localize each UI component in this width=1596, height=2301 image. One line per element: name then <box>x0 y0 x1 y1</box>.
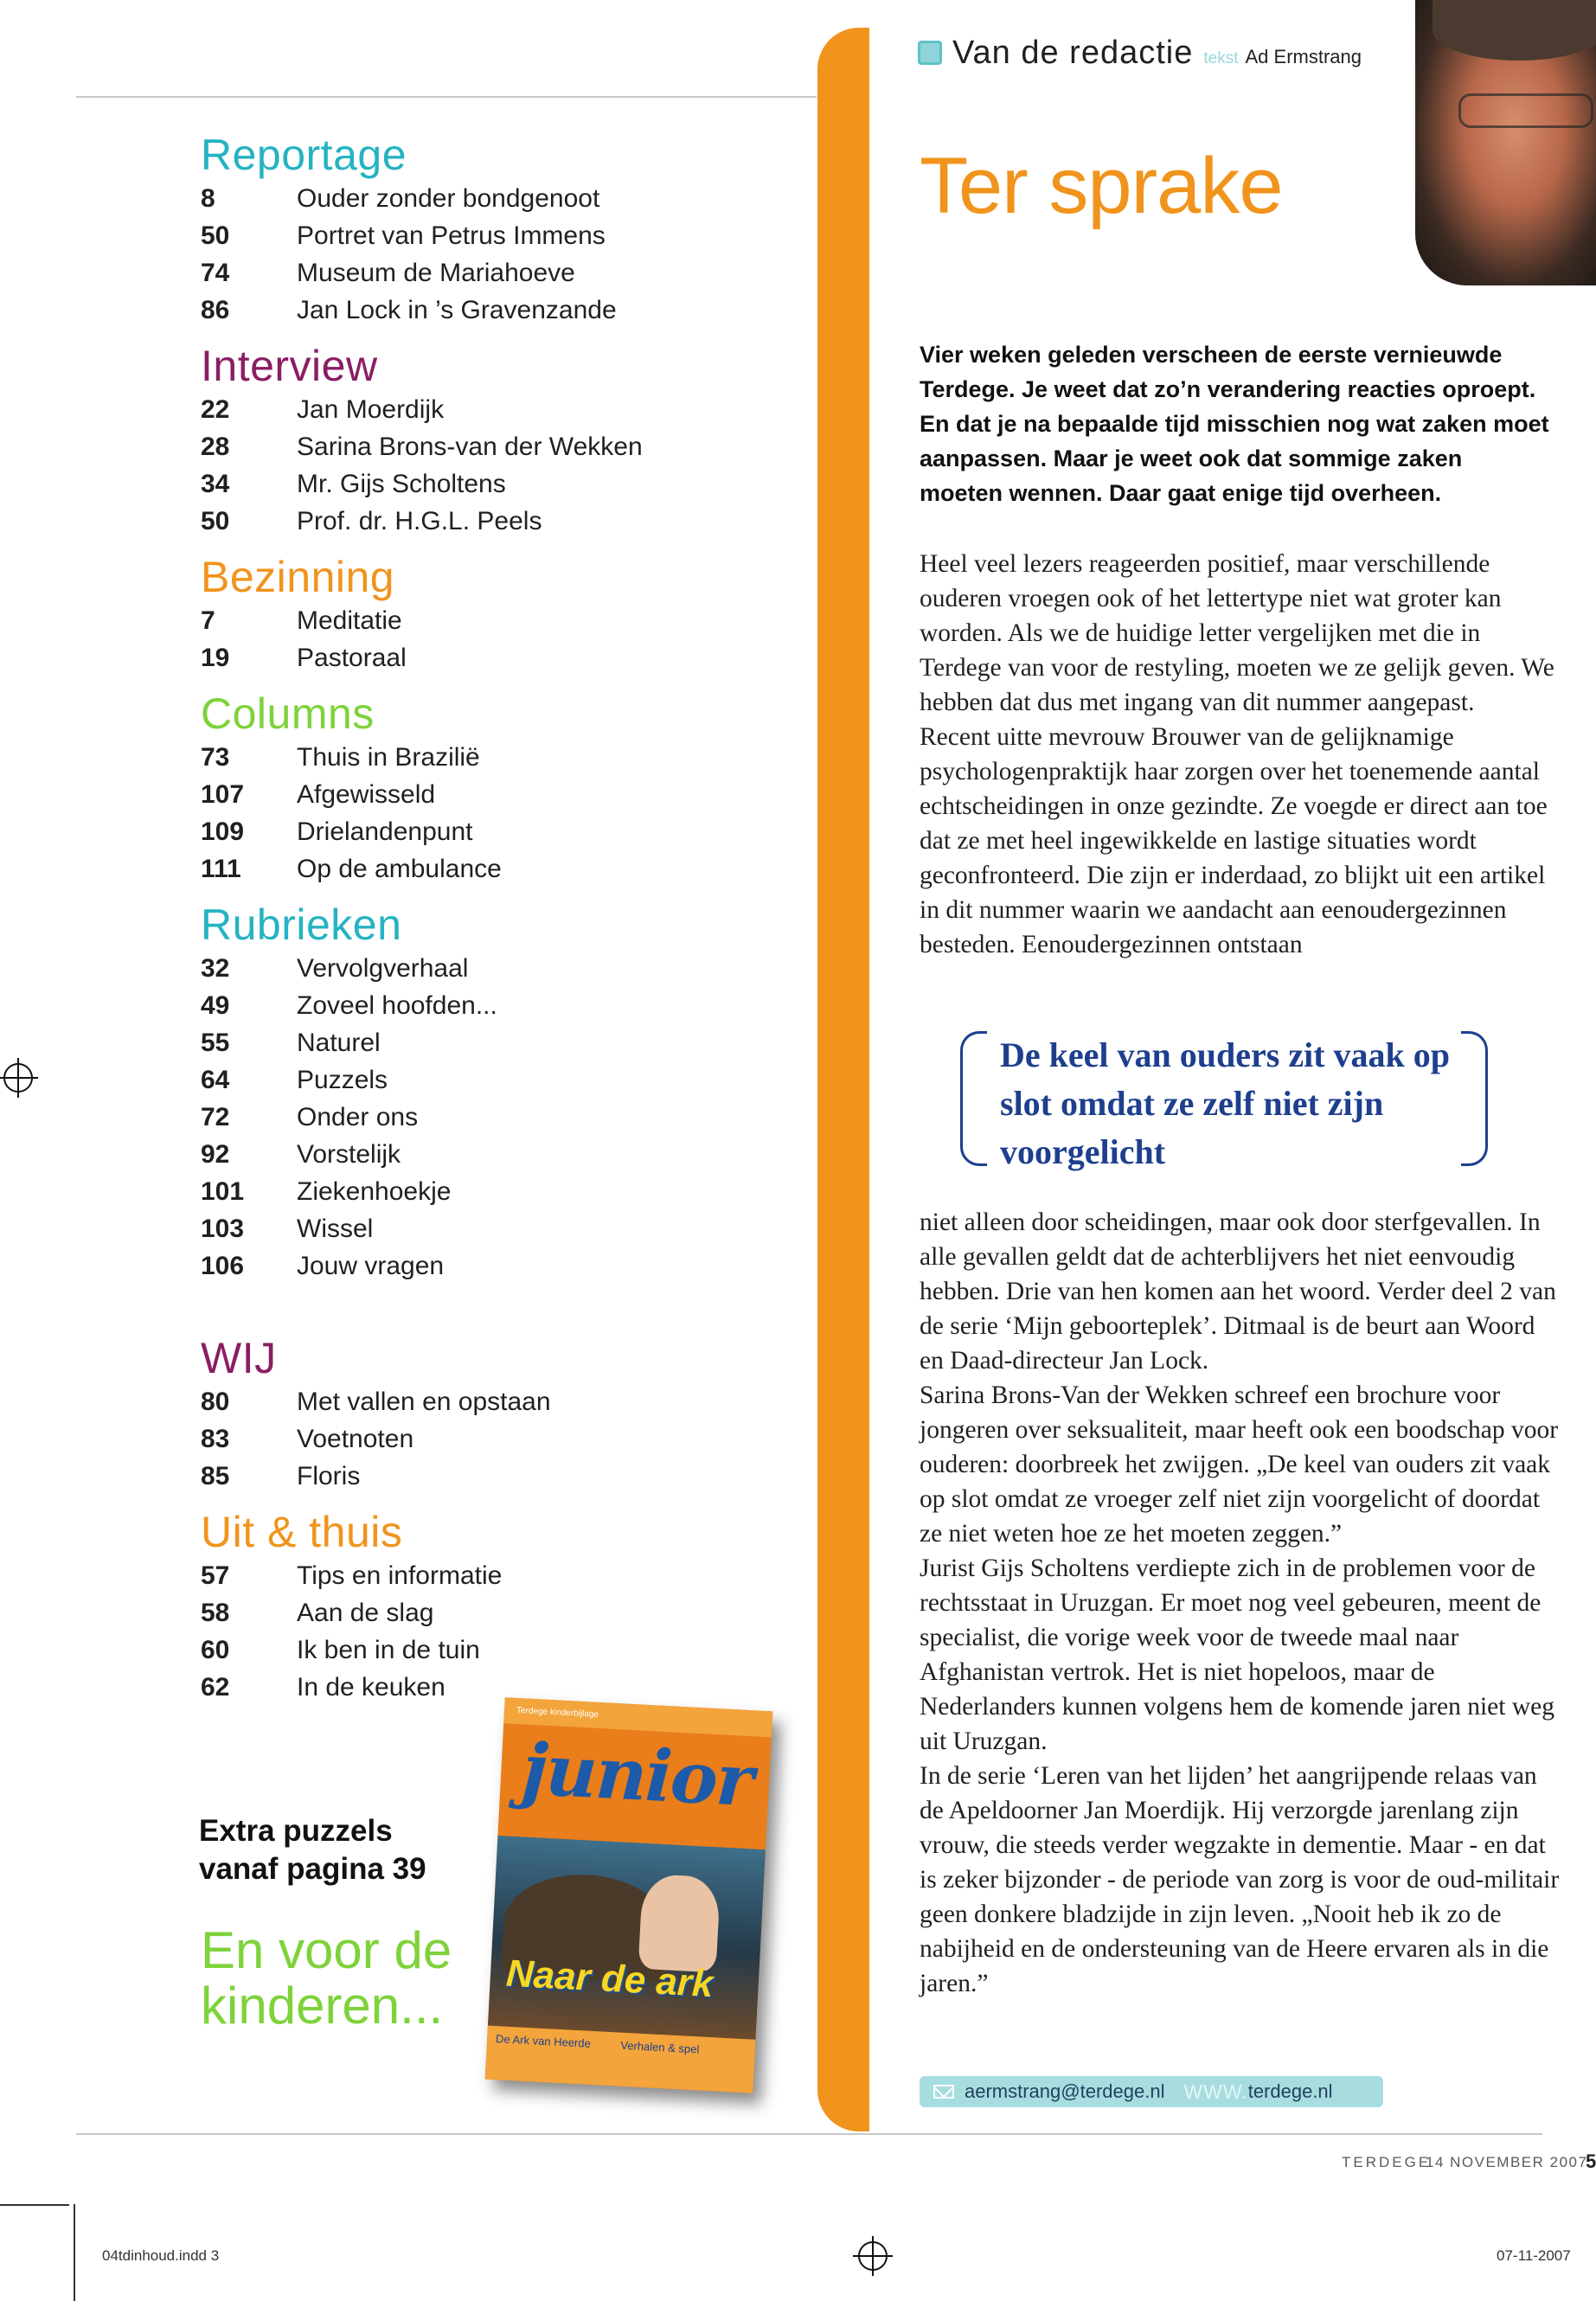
toc-title: Portret van Petrus Immens <box>297 221 606 250</box>
toc-row <box>201 739 789 776</box>
toc-page: 92 <box>201 1140 230 1169</box>
toc-row <box>201 1173 789 1210</box>
toc-title: Vorstelijk <box>297 1140 401 1169</box>
toc-row <box>201 1061 789 1099</box>
footer-magazine: TERDEGE <box>1342 2154 1432 2170</box>
cover-foot-left: De Ark van Heerde <box>495 2032 592 2050</box>
kids-line-2: kinderen... <box>201 1977 444 2035</box>
footer-date: 14 NOVEMBER 2007 <box>1426 2154 1588 2170</box>
toc-page: 111 <box>201 855 241 883</box>
toc-section-bezinning <box>201 552 789 676</box>
toc-page: 101 <box>201 1177 245 1206</box>
section-title: Rubrieken <box>201 901 402 949</box>
email-link[interactable]: aermstrang@terdege.nl <box>965 2080 1165 2102</box>
toc-title: Puzzels <box>297 1066 388 1094</box>
toc-title: Onder ons <box>297 1103 419 1131</box>
orange-divider-band <box>817 28 869 2131</box>
toc-row <box>201 1136 789 1173</box>
toc-row <box>201 1420 789 1458</box>
toc-row <box>201 987 789 1024</box>
toc-title: Naturel <box>297 1029 381 1057</box>
toc-row <box>201 1024 789 1061</box>
extra-line-2: vanaf pagina 39 <box>199 1852 426 1886</box>
toc-row <box>201 602 789 639</box>
slug-date: 07-11-2007 <box>1497 2247 1571 2264</box>
toc-title: Aan de slag <box>297 1599 434 1627</box>
extra-line-1: Extra puzzels <box>199 1814 393 1848</box>
toc-title: Prof. dr. H.G.L. Peels <box>297 507 542 535</box>
toc-title: Wissel <box>297 1215 374 1243</box>
toc-row <box>201 391 789 428</box>
junior-magazine-cover[interactable] <box>485 1697 773 2093</box>
toc-page: 106 <box>201 1252 245 1280</box>
toc-page: 7 <box>201 606 215 635</box>
article-intro: Vier weken geleden verscheen de eerste vernieuwde Terdege. Je weet dat zo’n verandering reacties oproept. En dat je na bepaalde tijd misschien nog wat zaken moet aanpassen. Maar je weet ook dat sommige zaken moeten wennen. Daar gaat enige tijd overheen. <box>920 342 1549 506</box>
toc-title: Jouw vragen <box>297 1252 445 1280</box>
portrait-hair <box>1433 0 1596 61</box>
toc-row <box>201 292 789 329</box>
toc-row <box>201 180 789 217</box>
toc-section-uit-thuis <box>201 1507 789 1706</box>
toc-page: 22 <box>201 395 230 424</box>
toc-page: 58 <box>201 1599 230 1627</box>
article-paragraph: Recent uitte mevrouw Brouwer van de gelijknamige psychologenpraktijk haar zorgen over het toenemende aantal echtscheidingen in onze gezindte. Ze voegde er direct aan toe dat ze met heel ingewikkelde en lastige situaties wordt geconfronteerd. Die zijn er inderdaad, zo blijkt uit een artikel in dit nummer waarin we aandacht aan eenoudergezinnen besteden. Eenoudergezinnen ontstaan <box>920 723 1548 958</box>
toc-page: 50 <box>201 221 230 250</box>
toc-title: Jan Moerdijk <box>297 395 445 424</box>
article-body-top <box>920 547 1560 962</box>
section-title: Reportage <box>201 131 407 179</box>
toc-title: Jan Lock in ’s Gravenzande <box>297 296 617 324</box>
toc-page: 107 <box>201 780 245 809</box>
toc-row <box>201 1383 789 1420</box>
toc-title: Floris <box>297 1462 361 1490</box>
article-paragraph: Jurist Gijs Scholtens verdiepte zich in de problemen voor de rechtsstaat in Uruzgan. Er moet nog veel gebeuren, meent de specialist, die vorige week voor de tweede maal naar Afghanistan vertrok. Het is niet hopeloos, maar de Nederlanders kunnen volgens hem de komende jaren niet weg uit Uruzgan. <box>920 1554 1554 1755</box>
page-number: 5 <box>1586 2150 1596 2172</box>
toc-title: Pastoraal <box>297 644 407 672</box>
toc-page: 73 <box>201 743 230 772</box>
author-portrait <box>1415 0 1596 285</box>
toc-section-interview <box>201 341 789 540</box>
toc-section-rubrieken <box>201 900 789 1285</box>
toc-row <box>201 503 789 540</box>
section-title: Interview <box>201 342 378 390</box>
toc-section-columns <box>201 689 789 888</box>
toc-title: Afgewisseld <box>297 780 436 809</box>
top-rule <box>76 96 817 98</box>
quote-bracket-right <box>1461 1031 1488 1166</box>
author-name: Ad Ermstrang <box>1245 46 1362 67</box>
crop-mark <box>0 2204 69 2206</box>
cover-strip-text: Terdege kinderbijlage <box>516 1705 599 1720</box>
tekst-label: tekst <box>1203 49 1239 67</box>
toc-row <box>201 1210 789 1247</box>
toc-page: 32 <box>201 954 230 983</box>
toc-title: Meditatie <box>297 606 402 635</box>
section-square-icon <box>918 41 942 65</box>
envelope-icon <box>933 2085 954 2099</box>
toc-page: 57 <box>201 1561 230 1590</box>
toc-title: Thuis in Brazilië <box>297 743 480 772</box>
child-shape <box>638 1874 721 1973</box>
toc-row <box>201 428 789 465</box>
quote-bracket-left <box>960 1031 987 1166</box>
cover-title: Naar de ark <box>504 1952 715 2006</box>
toc-title: Ziekenhoekje <box>297 1177 452 1206</box>
website-link[interactable]: terdege.nl <box>1247 2080 1333 2102</box>
www-label: WWW. <box>1183 2080 1248 2103</box>
toc-page: 19 <box>201 644 230 672</box>
toc-section-reportage <box>201 130 789 329</box>
toc-row <box>201 813 789 850</box>
toc-page: 86 <box>201 296 230 324</box>
toc-title: Op de ambulance <box>297 855 502 883</box>
section-title: Uit & thuis <box>201 1508 403 1556</box>
table-of-contents <box>201 130 789 1706</box>
toc-page: 64 <box>201 1066 230 1094</box>
registration-mark-icon <box>3 1063 33 1093</box>
toc-title: Met vallen en opstaan <box>297 1388 551 1416</box>
toc-page: 103 <box>201 1215 245 1243</box>
section-label: Van de redactie <box>952 35 1194 71</box>
toc-row <box>201 254 789 292</box>
section-title: Bezinning <box>201 553 395 601</box>
toc-row <box>201 217 789 254</box>
toc-title: Voetnoten <box>297 1425 414 1453</box>
toc-row <box>201 850 789 888</box>
toc-row <box>201 1669 789 1706</box>
pull-quote-text: De keel van ouders zit vaak op slot omdat ze zelf niet zijn voorgelicht <box>1000 1035 1450 1171</box>
toc-title: Drielandenpunt <box>297 817 473 846</box>
toc-row <box>201 950 789 987</box>
toc-title: Zoveel hoofden... <box>297 991 497 1020</box>
toc-row <box>201 1458 789 1495</box>
section-header <box>918 35 1362 72</box>
toc-title: Mr. Gijs Scholtens <box>297 470 506 498</box>
toc-title: Sarina Brons-van der Wekken <box>297 433 643 461</box>
bottom-rule <box>76 2133 1542 2135</box>
toc-title: Tips en informatie <box>297 1561 503 1590</box>
toc-page: 55 <box>201 1029 230 1057</box>
toc-page: 85 <box>201 1462 230 1490</box>
slug-filename: 04tdinhoud.indd 3 <box>102 2247 220 2264</box>
toc-row <box>201 1099 789 1136</box>
toc-page: 80 <box>201 1388 230 1416</box>
toc-page: 50 <box>201 507 230 535</box>
toc-row <box>201 639 789 676</box>
toc-page: 72 <box>201 1103 230 1131</box>
cover-foot-right: Verhalen & spel <box>619 2038 700 2056</box>
article-paragraph: In de serie ‘Leren van het lijden’ het aangrijpende relaas van de Apeldoorner Jan Moerdijk. Hij verzorgde jarenlang zijn vrouw, die steeds verder wegzakte in dementie. Maar - en dat is zeker bijzonder - de periode van zorg is voor de oud-militair geen donkere bladzijde in zijn leven. „Nooit heb ik zo de nabijheid en de ondersteuning van de Heere ervaren als in die jaren.” <box>920 1762 1560 1997</box>
article-paragraph: niet alleen door scheidingen, maar ook door sterfgevallen. In alle gevallen geldt dat de achterblijvers het niet eenvoudig hebben. Drie van hen komen aan het woord. Verder deel 2 van de serie ‘Mijn geboorteplek’. Ditmaal is de beurt aan Woord en Daad-directeur Jan Lock. <box>920 1208 1556 1375</box>
cover-logo: junior <box>519 1727 754 1823</box>
kids-heading <box>201 1923 452 2034</box>
extra-puzzles-note <box>199 1812 426 1888</box>
toc-row <box>201 776 789 813</box>
toc-page: 60 <box>201 1636 230 1664</box>
toc-page: 8 <box>201 184 215 213</box>
crop-mark <box>74 2204 75 2301</box>
contact-bar <box>920 2076 1383 2107</box>
toc-title: In de keuken <box>297 1673 445 1702</box>
toc-row <box>201 1631 789 1669</box>
toc-title: Ouder zonder bondgenoot <box>297 184 600 213</box>
article-paragraph: Sarina Brons-Van der Wekken schreef een brochure voor jongeren over seksualiteit, maar heeft ook een boodschap voor ouderen: doorbreek het zwijgen. „De keel van ouders zit vaak op slot omdat ze vroeger zelf niet zijn voorgelicht of doordat ze niet weten hoe ze het moeten zeggen.” <box>920 1381 1559 1548</box>
toc-title: Vervolgverhaal <box>297 954 469 983</box>
toc-row <box>201 1594 789 1631</box>
toc-page: 109 <box>201 817 245 846</box>
article-paragraph: Heel veel lezers reageerden positief, maar verschillende ouderen vroegen ook of het lettertype niet wat groter kan worden. Als we de huidige letter vergelijken met die in Terdege van voor de restyling, moeten we ze gelijk geven. We hebben dat dus met ingang van dit nummer aangepast. <box>920 550 1554 716</box>
toc-title: Museum de Mariahoeve <box>297 259 575 287</box>
article-headline: Ter sprake <box>920 142 1283 230</box>
article-body-bottom <box>920 1205 1560 2001</box>
toc-section-wij <box>201 1333 789 1495</box>
toc-row <box>201 1557 789 1594</box>
toc-page: 34 <box>201 470 230 498</box>
toc-page: 49 <box>201 991 230 1020</box>
toc-page: 28 <box>201 433 230 461</box>
portrait-glasses <box>1458 93 1593 128</box>
toc-title: Ik ben in de tuin <box>297 1636 480 1664</box>
toc-row <box>201 465 789 503</box>
toc-page: 74 <box>201 259 230 287</box>
registration-mark-icon <box>858 2241 888 2271</box>
toc-page: 62 <box>201 1673 230 1702</box>
section-title: WIJ <box>201 1334 277 1382</box>
pull-quote <box>960 1031 1488 1171</box>
toc-row <box>201 1247 789 1285</box>
section-title: Columns <box>201 689 375 738</box>
kids-line-1: En voor de <box>201 1921 452 1979</box>
toc-page: 83 <box>201 1425 230 1453</box>
